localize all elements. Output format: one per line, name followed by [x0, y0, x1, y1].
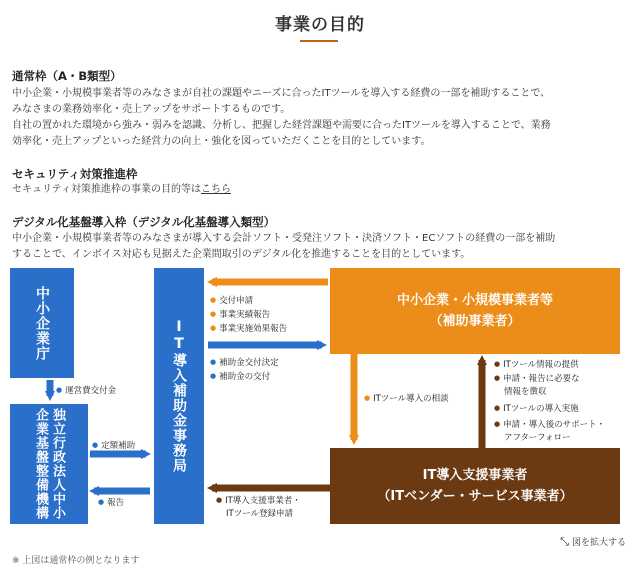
box-jigyosha: [330, 268, 620, 354]
label-teigaku: ● 定額補助: [92, 439, 135, 453]
title-underline: [300, 40, 338, 42]
label-it-sodan: ● ITツール導入の相談: [364, 392, 449, 406]
enlarge-link[interactable]: [560, 535, 626, 549]
text-line: 効率化・売上アップといった経営力の向上・強化を図っていただくことを目的としています。: [12, 136, 431, 147]
label-shinsei-joho-2: 情報を徴収: [504, 387, 547, 397]
label-jigyo-koka: ● 事業実施効果報告: [210, 322, 287, 336]
flow-diagram[interactable]: [10, 268, 624, 530]
box-label: 中小企業・小規模事業者等: [396, 293, 553, 308]
label-jigyo-jisseki: ● 事業実績報告: [210, 308, 270, 322]
section-heading-digital: デジタル化基盤導入枠（デジタル化基盤導入類型）: [12, 215, 276, 229]
text-line: 自社の置かれた環境から強み・弱みを認識、分析し、把握した経営課題や需要に合ったITツールを導入することで、業務: [12, 120, 551, 131]
section-text-security: [12, 182, 628, 198]
box-label: IT導入支援事業者: [422, 468, 528, 483]
box-it-jimukyoku: [154, 268, 204, 524]
label-support: ● 申請・導入後のサポート・: [494, 418, 605, 432]
label-tool-donyu: ● ITツールの導入実施: [494, 402, 579, 416]
label-support-2: アフターフォロー: [504, 433, 571, 443]
box-chusho-kigyo-cho: [10, 268, 74, 378]
text-line: 中小企業・小規模事業者等のみなさまが自社の課題やニーズに合ったITツールを導入する経費の一部を補助することで、: [12, 88, 551, 99]
label-shien-toroku: ● IT導入支援事業者・: [216, 494, 301, 508]
box-label: IT導入補助金事務局: [171, 319, 187, 473]
security-text: セキュリティ対策推進枠の事業の目的等は: [12, 184, 201, 195]
box-label: 中小企業庁: [34, 285, 50, 361]
enlarge-label: 図を拡大する: [571, 538, 626, 548]
box-kiban-kikou: [10, 404, 88, 524]
section-heading-security: セキュリティ対策推進枠: [12, 167, 138, 181]
diagram-note: ※ 上図は通常枠の例となります: [12, 556, 140, 566]
section-text-digital: [12, 231, 628, 263]
label-uneihi: ● 運営費交付金: [56, 384, 116, 398]
label-shinsei-joho: ● 申請・報告に必要な: [494, 372, 580, 386]
section-heading-tsujo: 通常枠（A・B類型）: [12, 69, 122, 83]
box-label: （補助事業者）: [429, 314, 521, 329]
expand-icon: ⤡: [560, 535, 569, 548]
label-hojokin-kettei: ● 補助金交付決定: [210, 356, 279, 370]
label-kofu-shinsei: ● 交付申請: [210, 294, 253, 308]
label-shien-toroku-2: ITツール登録申請: [226, 509, 294, 519]
text-line: 中小企業・小規模事業者等のみなさまが導入する会計ソフト・受発注ソフト・決済ソフト・ECソフトの経費の一部を補助: [12, 233, 556, 244]
page-title: 事業の目的: [275, 15, 365, 35]
label-hokoku: ● 報告: [98, 496, 124, 510]
box-it-shien: [330, 448, 620, 524]
label-hojokin-kofu: ● 補助金の交付: [210, 370, 270, 384]
security-link[interactable]: こちら: [201, 184, 231, 195]
text-line: することで、インボイス対応も見据えた企業間取引のデジタル化を推進することを目的としています。: [12, 249, 471, 260]
text-line: みなさまの業務効率化・売上アップをサポートするものです。: [12, 104, 291, 115]
box-label: （ITベンダー・サービス事業者）: [377, 489, 573, 504]
label-tool-info: ● ITツール情報の提供: [494, 358, 579, 372]
section-text-tsujo: [12, 86, 628, 150]
box-label: 独立行政法人中小企業基盤整備機構: [33, 408, 65, 520]
